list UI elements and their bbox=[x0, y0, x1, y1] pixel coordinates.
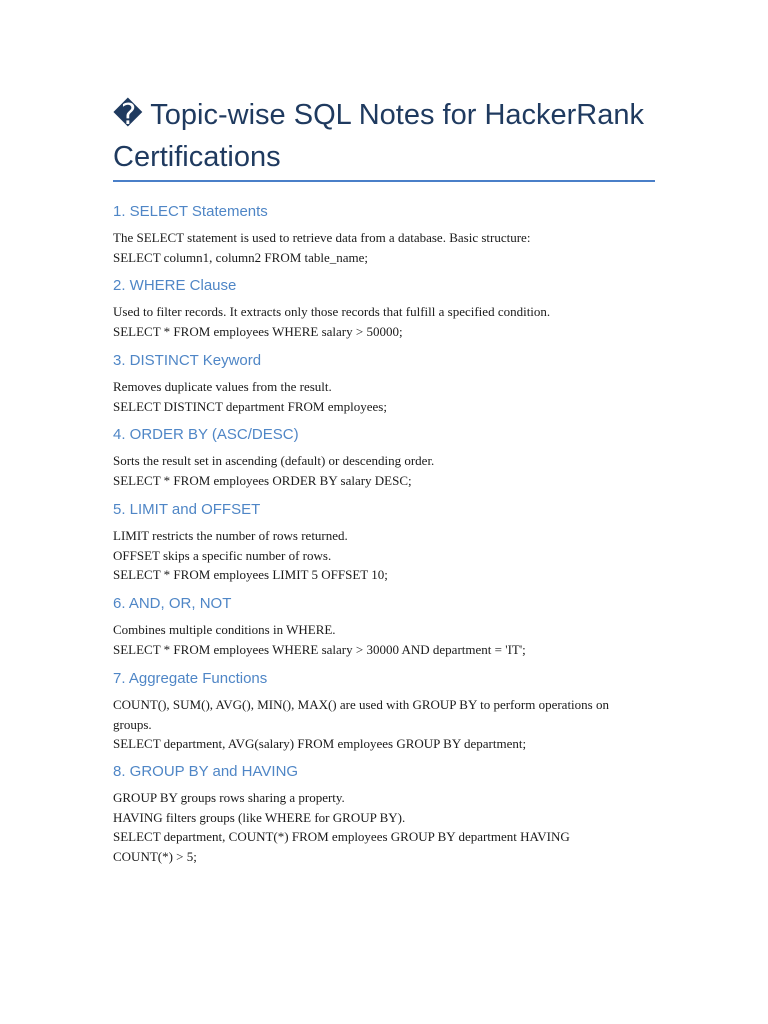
section-text: GROUP BY groups rows sharing a property. bbox=[113, 790, 345, 805]
section-heading: 8. GROUP BY and HAVING bbox=[113, 763, 299, 780]
section-text: LIMIT restricts the number of rows returned. bbox=[113, 528, 348, 543]
section-heading: 6. AND, OR, NOT bbox=[113, 595, 232, 612]
title-text: Topic-wise SQL Notes for HackerRank Certifications bbox=[113, 99, 645, 173]
section-heading: 7. Aggregate Functions bbox=[113, 670, 268, 687]
section-text: SELECT * FROM employees WHERE salary > 30000 AND department = 'IT'; bbox=[113, 641, 526, 657]
section-text: Removes duplicate values from the result. bbox=[113, 379, 332, 394]
section-heading: 1. SELECT Statements bbox=[113, 203, 268, 220]
section-order-by bbox=[113, 425, 673, 490]
section-text: COUNT(), SUM(), AVG(), MIN(), MAX() are used with GROUP BY to perform operations on bbox=[113, 697, 609, 712]
section-select bbox=[113, 202, 673, 267]
section-text: Used to filter records. It extracts only those records that fulfill a specified condition. bbox=[113, 304, 551, 319]
section-text: SELECT department, COUNT(*) FROM employees GROUP BY department HAVING bbox=[113, 829, 570, 844]
section-text: HAVING filters groups (like WHERE for GROUP BY). bbox=[113, 809, 406, 825]
section-text: COUNT(*) > 5; bbox=[113, 848, 197, 864]
section-text: groups. bbox=[113, 716, 152, 732]
section-text: SELECT * FROM employees WHERE salary > 50000; bbox=[113, 323, 403, 339]
section-distinct bbox=[113, 351, 673, 416]
section-aggregate-functions bbox=[113, 669, 673, 754]
section-group-by-having bbox=[113, 762, 673, 866]
section-heading: 2. WHERE Clause bbox=[113, 277, 237, 294]
title-icon: � bbox=[113, 99, 143, 131]
section-heading: 3. DISTINCT Keyword bbox=[113, 352, 262, 369]
section-heading: 5. LIMIT and OFFSET bbox=[113, 501, 261, 518]
section-text: SELECT column1, column2 FROM table_name; bbox=[113, 249, 369, 265]
page-title bbox=[113, 94, 673, 178]
section-and-or-not bbox=[113, 594, 673, 659]
section-text: The SELECT statement is used to retrieve data from a database. Basic structure: bbox=[113, 230, 531, 245]
section-text: SELECT * FROM employees LIMIT 5 OFFSET 10; bbox=[113, 567, 388, 582]
section-text: SELECT * FROM employees ORDER BY salary DESC; bbox=[113, 472, 412, 488]
section-text: Combines multiple conditions in WHERE. bbox=[113, 622, 336, 637]
section-text: SELECT department, AVG(salary) FROM employees GROUP BY department; bbox=[113, 736, 527, 751]
section-text: Sorts the result set in ascending (default) or descending order. bbox=[113, 453, 435, 468]
section-text: SELECT DISTINCT department FROM employees; bbox=[113, 398, 387, 414]
title-underline bbox=[113, 180, 655, 182]
section-where bbox=[113, 276, 673, 341]
section-heading: 4. ORDER BY (ASC/DESC) bbox=[113, 426, 299, 443]
section-text: OFFSET skips a specific number of rows. bbox=[113, 547, 332, 563]
section-limit-offset bbox=[113, 500, 673, 585]
